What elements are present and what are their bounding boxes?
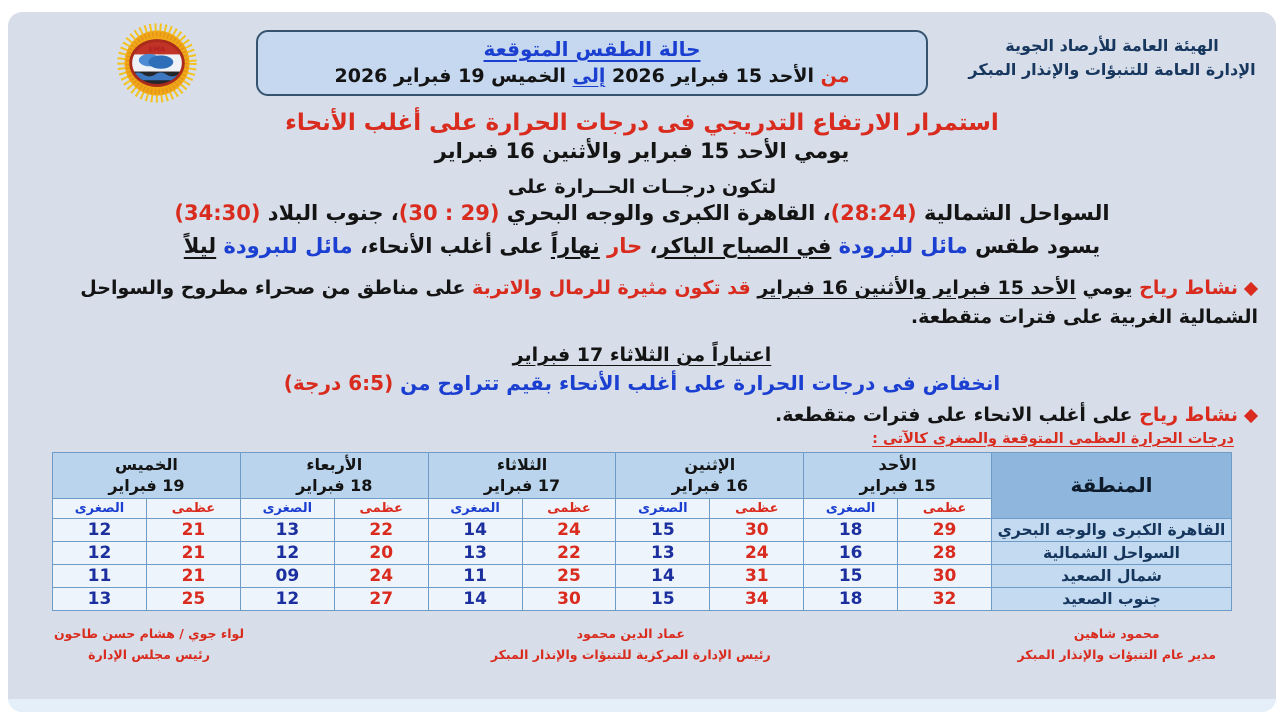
org-line-1: الهيئة العامة للأرصاد الجوية: [1005, 36, 1219, 55]
text-segment: (28:24): [830, 201, 917, 225]
min-temp-cell: 18: [804, 587, 898, 610]
title-box: [256, 30, 928, 96]
svg-text:EMA: EMA: [148, 45, 166, 54]
region-cell: شمال الصعيد: [992, 564, 1232, 587]
headline-days: يومي الأحد 15 فبراير والأثنين 16 فبراير: [434, 139, 850, 163]
text-segment: نهاراً: [550, 234, 600, 258]
text-segment: يومي: [1075, 277, 1133, 299]
forecast-table-head: [53, 452, 1232, 518]
min-temp-cell: 13: [616, 541, 710, 564]
subheader-max-day-2: عظمى: [522, 498, 616, 518]
forecast-table: [52, 452, 1232, 611]
max-temp-cell: 24: [710, 541, 804, 564]
min-temp-cell: 12: [240, 541, 334, 564]
subheader-min-day-0: الصغرى: [804, 498, 898, 518]
region-cell: جنوب الصعيد: [992, 587, 1232, 610]
text-segment: ، جنوب البلاد: [260, 201, 399, 225]
forecast-table-body: [53, 518, 1232, 610]
text-segment: على أغلب الانحاء على فترات متقطعة.: [775, 403, 1133, 426]
bullet-1-text: [80, 277, 1258, 328]
min-temp-cell: 14: [428, 587, 522, 610]
text-segment: الخميس 19 فبراير 2026: [334, 65, 573, 87]
region-cell: القاهرة الكبرى والوجه البحري: [992, 518, 1232, 541]
text-segment: قد تكون مثيرة للرمال والاتربة: [465, 277, 751, 299]
min-temp-cell: 12: [240, 587, 334, 610]
max-temp-cell: 20: [334, 541, 428, 564]
text-segment: (29 : 30): [398, 201, 500, 225]
max-temp-cell: 24: [334, 564, 428, 587]
bottom-band: [8, 699, 1276, 712]
text-segment: يسود طقس: [967, 234, 1101, 258]
text-segment: ليلاً: [183, 234, 217, 258]
signature-block-0: [1018, 623, 1216, 666]
from-tuesday-heading: اعتباراً من الثلاثاء 17 فبراير: [512, 343, 772, 366]
temperatures-by-region: [8, 201, 1276, 225]
text-segment: [831, 234, 838, 258]
subheader-max-day-1: عظمى: [710, 498, 804, 518]
date-range: [266, 65, 918, 87]
min-temp-cell: 11: [428, 564, 522, 587]
max-temp-cell: 24: [522, 518, 616, 541]
max-temp-cell: 22: [522, 541, 616, 564]
subheader-min-day-3: الصغرى: [240, 498, 334, 518]
min-temp-cell: 13: [428, 541, 522, 564]
max-temp-cell: 21: [146, 564, 240, 587]
table-row: [53, 541, 1232, 564]
min-temp-cell: 14: [616, 564, 710, 587]
max-temp-cell: 29: [898, 518, 992, 541]
wind-activity-bullet-2: [8, 404, 1258, 426]
text-segment: مائل للبرودة: [223, 234, 353, 258]
text-segment: حار: [599, 234, 643, 258]
region-cell: السواحل الشمالية: [992, 541, 1232, 564]
max-temp-cell: 28: [898, 541, 992, 564]
signature-title: مدير عام التنبؤات والإنذار المبكر: [1017, 647, 1216, 663]
column-header-day-0: الأحد 15 فبراير: [804, 452, 992, 498]
org-line-2: الإدارة العامة للتنبؤات والإنذار المبكر: [968, 60, 1256, 79]
column-header-day-4: الخميس 19 فبراير: [53, 452, 241, 498]
subheader-min-day-1: الصغرى: [616, 498, 710, 518]
max-temp-cell: 30: [710, 518, 804, 541]
min-temp-cell: 12: [53, 541, 147, 564]
text-segment: الأحد 15 فبراير والأثنين 16 فبراير: [757, 277, 1076, 299]
max-temp-cell: 31: [710, 564, 804, 587]
text-segment: مائل للبرودة: [838, 234, 968, 258]
temperatures-intro: لتكون درجــات الحــرارة على: [507, 176, 777, 198]
weather-description: [8, 234, 1276, 258]
signature-name: عماد الدين محمود: [576, 625, 685, 641]
max-temp-cell: 30: [898, 564, 992, 587]
text-segment: ،: [642, 234, 658, 258]
text-segment: على أغلب الأنحاء،: [352, 234, 551, 258]
min-temp-cell: 14: [428, 518, 522, 541]
document-header: [22, 20, 1262, 106]
text-segment: (34:30): [174, 201, 261, 225]
signature-title: رئيس الإدارة المركزية للتنبؤات والإنذار المبكر: [490, 647, 771, 663]
main-headline: استمرار الارتفاع التدريجي فى درجات الحرارة على أغلب الأنحاء: [285, 110, 999, 136]
text-segment: على مناطق من صحراء مطروح والسواحل الشمالية الغربية على فترات متقطعة.: [80, 277, 1258, 329]
column-header-day-3: الأربعاء 18 فبراير: [240, 452, 428, 498]
wind-activity-bullet-1: [68, 274, 1258, 333]
subheader-max-day-4: عظمى: [146, 498, 240, 518]
signature-title: رئيس مجلس الإدارة: [88, 647, 210, 663]
max-temp-cell: 21: [146, 541, 240, 564]
min-temp-cell: 16: [804, 541, 898, 564]
table-row: [53, 518, 1232, 541]
organization-name: [962, 20, 1262, 82]
column-header-day-2: الثلاثاء 17 فبراير: [428, 452, 616, 498]
signature-block-2: [54, 623, 244, 666]
signatures-row: [54, 623, 1216, 666]
max-temp-cell: 25: [146, 587, 240, 610]
text-segment: إلى: [572, 65, 606, 87]
max-temp-cell: 32: [898, 587, 992, 610]
max-temp-cell: 22: [334, 518, 428, 541]
column-header-region: المنطقة: [992, 452, 1232, 518]
text-segment: نشاط رياح: [1132, 403, 1238, 426]
signature-name: لواء جوي / هشام حسن طاحون: [54, 625, 245, 641]
weather-bulletin-document: [8, 12, 1276, 712]
subheader-max-day-0: عظمى: [898, 498, 992, 518]
max-temp-cell: 30: [522, 587, 616, 610]
max-temp-cell: 21: [146, 518, 240, 541]
text-segment: من: [814, 65, 850, 87]
signature-name: محمود شاهين: [1073, 625, 1160, 641]
text-segment: الأحد 15 فبراير 2026: [605, 65, 814, 87]
max-temp-cell: 27: [334, 587, 428, 610]
min-temp-cell: 15: [616, 587, 710, 610]
text-segment: السواحل الشمالية: [916, 201, 1110, 225]
min-temp-cell: 15: [616, 518, 710, 541]
signature-block-1: [491, 623, 771, 666]
min-temp-cell: 12: [53, 518, 147, 541]
min-temp-cell: 13: [240, 518, 334, 541]
text-segment: نشاط رياح: [1132, 277, 1238, 299]
text-segment: انخفاض فى درجات الحرارة على أغلب الأنحاء بقيم تتراوح من: [393, 370, 1001, 395]
min-temp-cell: 18: [804, 518, 898, 541]
text-segment: [216, 234, 223, 258]
logo-container: [22, 20, 256, 106]
page-title: حالة الطقس المتوقعة: [483, 37, 701, 61]
bullet-2-text: [775, 404, 1238, 426]
bullet-diamond-icon: [1244, 409, 1258, 423]
min-temp-cell: 15: [804, 564, 898, 587]
temperature-decrease-line: [8, 371, 1276, 395]
min-temp-cell: 13: [53, 587, 147, 610]
min-temp-cell: 11: [53, 564, 147, 587]
max-temp-cell: 34: [710, 587, 804, 610]
subheader-min-day-2: الصغرى: [428, 498, 522, 518]
text-segment: (6:5 درجة): [283, 370, 394, 395]
bullet-diamond-icon: [1244, 282, 1258, 296]
table-row: [53, 564, 1232, 587]
text-segment: ، القاهرة الكبرى والوجه البحري: [499, 201, 831, 225]
ema-sunburst-logo-icon: [98, 20, 216, 106]
column-header-day-1: الإثنين 16 فبراير: [616, 452, 804, 498]
max-temp-cell: 25: [522, 564, 616, 587]
table-row: [53, 587, 1232, 610]
subheader-min-day-4: الصغرى: [53, 498, 147, 518]
text-segment: في الصباح الباكر: [657, 234, 832, 258]
table-title: درجات الحرارة العظمى المتوقعة والصغرى كالآتى :: [872, 430, 1234, 447]
subheader-max-day-3: عظمى: [334, 498, 428, 518]
min-temp-cell: 09: [240, 564, 334, 587]
